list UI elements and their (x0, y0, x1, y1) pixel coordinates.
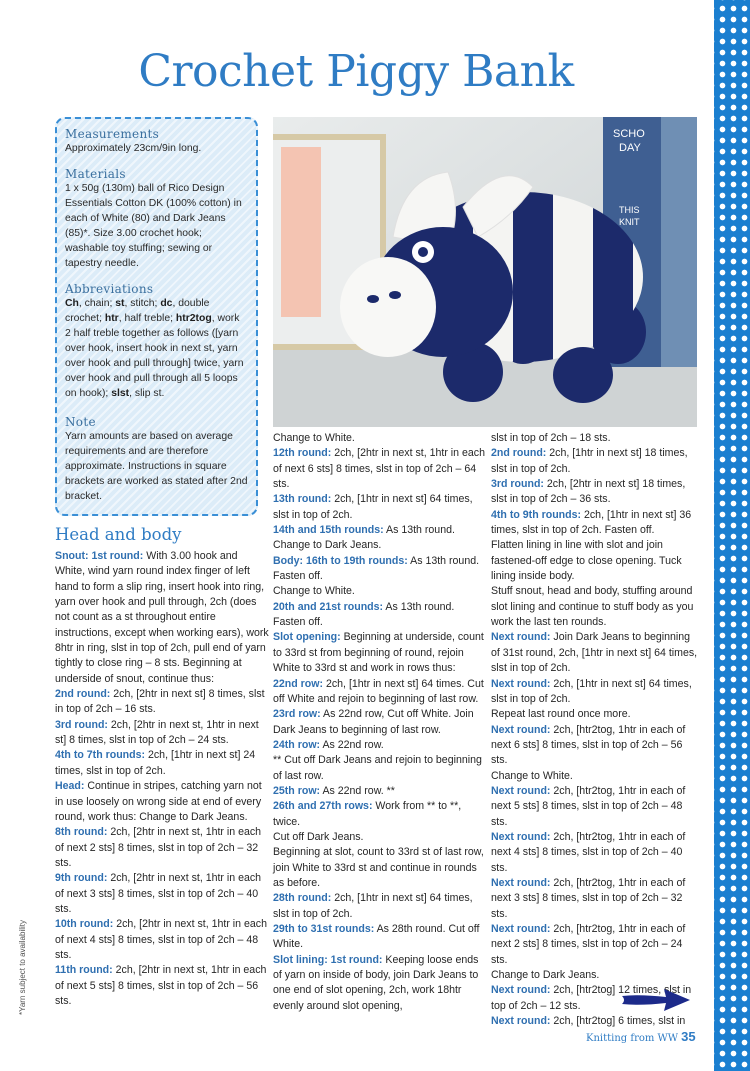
instruction-label: 9th round: (55, 872, 108, 885)
instruction (273, 738, 485, 753)
instruction-label: Slot lining: 1st round: (273, 953, 383, 966)
instruction-text: As 13th round. Fasten off. (273, 554, 480, 583)
instruction-text: 2ch, [1htr in next st] 36 times, slst in top of 2ch. Fasten off. (491, 508, 692, 537)
instruction-label: Next round: (491, 631, 551, 644)
instruction-text: 2ch, [1htr in next st] 64 times, slst in top of 2ch. (273, 493, 473, 521)
column-3 (491, 431, 699, 1029)
abbr-term: st (115, 298, 125, 309)
instruction-text: Change to White. (273, 585, 355, 598)
instruction-label: Snout: 1st round: (55, 550, 144, 562)
instruction (273, 431, 485, 446)
instruction (55, 687, 270, 718)
page-footer (586, 1029, 696, 1044)
abbr-def: , stitch; (124, 298, 161, 309)
instruction-text: 2ch, [2htr in next st, 1htr in each of next 3 sts] 8 times, slst in top of 2ch – 40 sts. (55, 872, 262, 915)
instruction (273, 492, 485, 523)
note-text: Yarn amounts are based on average requirements and are therefore approximate. Instructions in square brackets are worked as stated after 2nd bracket. (65, 431, 248, 502)
instruction-label: Head: (55, 780, 85, 793)
instruction-text: 2ch, [1htr in next st] 64 times, slst in top of 2ch. (273, 892, 473, 920)
instruction-text: 2ch, [htr2tog] 6 times, slst in (550, 1015, 686, 1028)
instruction-text: Stuff snout, head and body, stuffing around slot lining and continue to stuff body as you work the last ten rounds. (491, 585, 694, 629)
instruction-label: 22nd row: (273, 677, 324, 690)
instruction-text: 2ch, [2htr in next st] 8 times, slst in top of 2ch – 16 sts. (55, 688, 265, 716)
instruction-label: 4th to 7th rounds: (55, 749, 146, 762)
instruction-label: Slot opening: (273, 631, 341, 644)
instruction-text: 2ch, [2htr in next st, 1htr in each of next 4 sts] 8 times, slst in top of 2ch – 48 sts. (55, 918, 267, 961)
instruction-text: As 13th round. Fasten off. (273, 600, 455, 629)
instruction (273, 845, 485, 891)
instruction-label: 8th round: (55, 826, 108, 839)
instruction-text: 2ch, [htr2tog, 1htr in each of next 3 sts] 8 times, slst in top of 2ch – 32 sts. (491, 876, 686, 920)
column-2 (273, 431, 485, 1014)
instruction (273, 799, 485, 830)
instruction (55, 718, 270, 749)
abbr-term: dc (160, 298, 173, 309)
instruction-text: 2ch, [htr2tog, 1htr in each of next 2 sts] 8 times, slst in top of 2ch – 24 sts. (491, 923, 686, 966)
instruction (491, 584, 699, 630)
instruction-label: 29th to 31st rounds: (273, 923, 375, 935)
instruction-label: 28th round: (273, 892, 332, 905)
instruction (273, 922, 485, 953)
instruction-label: 14th and 15th rounds: (273, 524, 384, 537)
abbr-term: htr (104, 313, 119, 324)
instruction-label: Body: 16th to 19th rounds: (273, 554, 408, 567)
instruction (55, 963, 270, 1009)
instruction (491, 922, 699, 968)
instruction-label: Next round: (491, 876, 551, 889)
instruction-text: With 3.00 hook and White, wind yarn round index finger of left hand to form a slip ring, insert hook into ring, yarn over hook and pull through, 2ch (does not count as a st throughout entire instructions, except when working ears), work 8htr in ring, slst in top of 2ch, pull end of yarn tightly to close ring – 8 sts. Beginning at underside of snout, continue thus: (55, 550, 269, 685)
book-spine-3: THIS (619, 205, 640, 215)
instruction-text: 2ch, [2htr in next st, 1htr in next st] 8 times, slst in top of 2ch – 24 sts. (55, 718, 259, 747)
book-spine-4: KNIT (619, 217, 640, 227)
abbr-term: slst (111, 388, 130, 399)
instruction-text: Flatten lining in line with slot and join fastened-off edge to close opening. Tuck lining inside body. (491, 539, 682, 583)
instruction-label: Next round: (491, 784, 551, 797)
instruction-text: ** Cut off Dark Jeans and rejoin to beginning of last row. (273, 754, 482, 782)
instruction-label: Next round: (491, 677, 551, 690)
instruction (273, 953, 485, 1014)
instruction-text: 2ch, [1htr in next st] 18 times, slst in top of 2ch. (491, 447, 688, 475)
instruction-text: 2ch, [htr2tog, 1htr in each of next 6 sts] 8 times, slst in top of 2ch – 56 sts. (491, 723, 686, 767)
instruction-text: 2ch, [2htr in next st] 18 times, slst in top of 2ch – 36 sts. (491, 478, 686, 506)
instruction (273, 523, 485, 554)
instruction-label: 2nd round: (491, 447, 547, 460)
instruction (273, 753, 485, 784)
piggy-bank-photo (273, 117, 697, 427)
column-1 (55, 525, 270, 1009)
instruction-text: Join Dark Jeans to beginning of 31st round, 2ch, [1htr in next st] 64 times, slst in top of 2ch. (491, 631, 698, 675)
instruction (491, 1014, 699, 1029)
instruction-label: 11th round: (55, 964, 113, 977)
instruction-label: 13th round: (273, 493, 332, 506)
yarn-availability-note: *Yarn subject to availability (18, 919, 27, 1015)
page-number: 35 (681, 1029, 696, 1044)
instruction-text: 2ch, [1htr in next st] 64 times. Cut off White and rejoin to beginning of last row. (273, 677, 484, 705)
instruction-label: Next round: (491, 723, 551, 736)
instruction-label: 2nd round: (55, 688, 111, 701)
instruction-label: Next round: (491, 923, 551, 935)
instruction-label: 4th to 9th rounds: (491, 508, 582, 521)
instruction (273, 584, 485, 599)
instruction-text: As 22nd row. ** (320, 784, 395, 797)
instruction-text: 2ch, [1htr in next st] 24 times, slst in top of 2ch. (55, 749, 256, 777)
materials-heading: Materials (65, 167, 126, 181)
instruction-label: 10th round: (55, 918, 114, 931)
instruction-text: 2ch, [2htr in next st, 1htr in each of next 2 sts] 8 times, slst in top of 2ch – 32 sts. (55, 826, 262, 869)
instruction (491, 630, 699, 676)
page-title: Crochet Piggy Bank (138, 46, 574, 97)
instruction (491, 968, 699, 983)
abbr-def: , work 2 half treble together as follows ([yarn over hook, insert hook in next st, yarn over hook and pull through] twice, yarn over hook and pull through all 5 loops on hook); (65, 313, 244, 399)
instruction (273, 891, 485, 922)
instruction (491, 431, 699, 446)
instruction (491, 707, 699, 722)
instruction (273, 830, 485, 845)
materials-sidebar (55, 117, 258, 516)
instruction (273, 554, 485, 585)
instruction (273, 677, 485, 708)
instruction (491, 677, 699, 708)
instruction (55, 917, 270, 963)
materials-text: 1 x 50g (130m) ball of Rico Design Essentials Cotton DK (100% cotton) in each of White (80) and Dark Jeans (85)*. Size 3.00 crochet hook; washable toy stuffing; sewing or tapestry needle. (65, 183, 242, 269)
abbr-def: , chain; (78, 298, 116, 309)
instruction (273, 600, 485, 631)
abbr-def: , half treble; (118, 313, 176, 324)
book-spine-2: DAY (619, 142, 641, 154)
instruction-label: 20th and 21st rounds: (273, 600, 384, 613)
instruction-text: Change to White. (491, 769, 573, 782)
instruction (273, 784, 485, 799)
instruction (55, 748, 270, 779)
instruction-text: 2ch, [2htr in next st, 1htr in each of next 6 sts] 8 times, slst in top of 2ch – 64 sts. (273, 447, 485, 491)
instruction-text: Work from ** to **, twice. (273, 800, 462, 828)
measurements-text: Approximately 23cm/9in long. (65, 143, 202, 154)
instruction (491, 723, 699, 769)
instruction-label: Next round: (491, 984, 551, 997)
instruction-label: Next round: (491, 830, 551, 843)
note-heading: Note (65, 415, 96, 429)
instruction (55, 825, 270, 871)
instruction-text: 2ch, [htr2tog, 1htr in each of next 4 sts] 8 times, slst in top of 2ch – 40 sts. (491, 830, 686, 874)
continue-arrow-icon (620, 986, 692, 1014)
instruction-text: As 13th round. Change to Dark Jeans. (273, 524, 455, 552)
instruction-text: As 22nd row. (320, 738, 384, 751)
measurements-heading: Measurements (65, 127, 160, 141)
abbreviations-heading: Abbreviations (65, 282, 154, 296)
abbr-def: , double crochet; (65, 298, 210, 324)
instruction (491, 784, 699, 830)
instruction (491, 876, 699, 922)
instruction-text: 2ch, [htr2tog, 1htr in each of next 5 sts] 8 times, slst in top of 2ch – 48 sts. (491, 784, 686, 828)
instruction-text: Change to Dark Jeans. (491, 969, 600, 982)
instruction-text: Cut off Dark Jeans. (273, 830, 364, 843)
instruction-label: Next round: (491, 1015, 551, 1028)
instruction (491, 769, 699, 784)
instruction (55, 779, 270, 825)
instruction (273, 707, 485, 738)
instruction-label: 3rd round: (491, 478, 544, 491)
instruction-text: 2ch, [1htr in next st] 64 times, slst in top of 2ch. (491, 677, 692, 705)
instruction-text: Repeat last round once more. (491, 708, 631, 721)
book-spine-1: SCHO (613, 128, 645, 140)
instruction-text: 2ch, [2htr in next st, 1htr in each of next 5 sts] 8 times, slst in top of 2ch – 56 sts. (55, 964, 267, 1007)
instruction (491, 538, 699, 584)
instruction-label: 25th row: (273, 784, 321, 797)
polka-dot-border (714, 0, 750, 1071)
instruction-label: 3rd round: (55, 718, 108, 731)
abbr-term: htr2tog (175, 313, 212, 324)
abbr-def: , slip st. (129, 388, 165, 399)
instruction-text: As 28th round. Cut off White. (273, 923, 480, 951)
instruction (491, 477, 699, 508)
instruction-text: Keeping loose ends of yarn on inside of body, join Dark Jeans to one end of slot opening, 2ch, work 18htr evenly around slot opening, (273, 953, 479, 1012)
instruction-text: Change to White. (273, 432, 355, 444)
instruction-label: 23rd row: (273, 708, 321, 721)
instruction (55, 549, 270, 687)
instruction-text: Beginning at underside, count to 33rd st from beginning of round, rejoin White to 33rd st and work in rows thus: (273, 631, 484, 675)
section-heading: Head and body (55, 525, 182, 544)
instruction (491, 508, 699, 539)
instruction-text: slst in top of 2ch – 18 sts. (491, 432, 611, 444)
instruction (55, 871, 270, 917)
abbreviations-text (65, 296, 248, 401)
instruction-text: Continue in stripes, catching yarn not in use loosely on wrong side at end of every round, work thus: Change to Dark Jeans. (55, 780, 262, 823)
instruction-label: 12th round: (273, 447, 332, 460)
instruction-text: 2ch, [htr2tog] 12 times, slst in top of 2ch – 12 sts. (491, 984, 692, 1012)
instruction (273, 446, 485, 492)
abbr-term: Ch (65, 298, 79, 309)
instruction (491, 830, 699, 876)
instruction (273, 630, 485, 676)
magazine-name: Knitting from WW (586, 1033, 679, 1044)
instruction-label: 24th row: (273, 738, 321, 751)
instruction (491, 446, 699, 477)
instruction-text: As 22nd row, Cut off White. Join Dark Jeans to beginning of last row. (273, 708, 474, 736)
instruction-label: 26th and 27th rows: (273, 800, 373, 813)
instruction-text: Beginning at slot, count to 33rd st of last row, join White to 33rd st and continue in rounds as before. (273, 846, 484, 889)
